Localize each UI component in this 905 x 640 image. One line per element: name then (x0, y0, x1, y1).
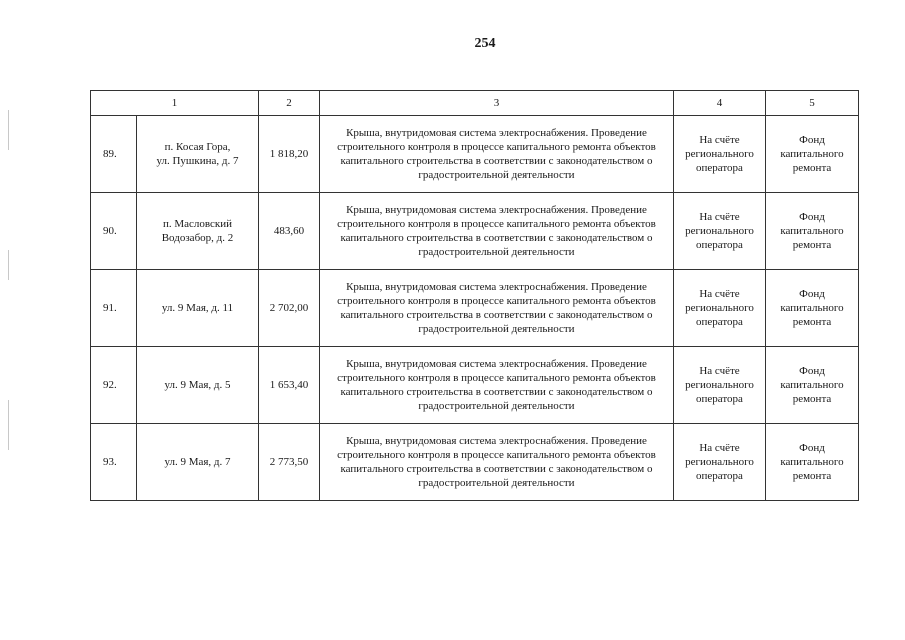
row-work-description: Крыша, внутридомовая система электроснабжения. Проведение строительного контроля в процессе капитального ремонта объектов капитального строительства в соответствии с законодательством о градостроительной деятельности (320, 193, 674, 270)
row-work-description: Крыша, внутридомовая система электроснабжения. Проведение строительного контроля в процессе капитального ремонта объектов капитального строительства в соответствии с законодательством о градостроительной деятельности (320, 270, 674, 347)
page-number: 254 (474, 36, 496, 51)
scan-margin-mark (8, 250, 9, 280)
table-row (91, 270, 859, 347)
header-cell-2: 2 (259, 91, 320, 116)
row-fund: Фонд капитального ремонта (766, 270, 859, 347)
header-cell-4: 4 (674, 91, 766, 116)
row-fund: Фонд капитального ремонта (766, 116, 859, 193)
row-address (137, 116, 259, 193)
address-line: п. Масловский (162, 218, 233, 230)
address-line: ул. Пушкина, д. 7 (156, 155, 239, 167)
row-fund: Фонд капитального ремонта (766, 347, 859, 424)
row-account: На счёте регионального оператора (674, 193, 766, 270)
row-account: На счёте регионального оператора (674, 116, 766, 193)
row-area: 2 702,00 (259, 270, 320, 347)
address-line: ул. 9 Мая, д. 7 (164, 456, 231, 468)
row-area: 483,60 (259, 193, 320, 270)
row-number: 90. (91, 193, 137, 270)
row-number: 92. (91, 347, 137, 424)
address-line: п. Косая Гора, (164, 141, 231, 153)
row-area: 1 653,40 (259, 347, 320, 424)
header-cell-1: 1 (91, 91, 259, 116)
row-work-description: Крыша, внутридомовая система электроснабжения. Проведение строительного контроля в процессе капитального ремонта объектов капитального строительства в соответствии с законодательством о градостроительной деятельности (320, 347, 674, 424)
row-account: На счёте регионального оператора (674, 424, 766, 501)
address-line: Водозабор, д. 2 (161, 232, 234, 244)
row-fund: Фонд капитального ремонта (766, 424, 859, 501)
row-address (137, 193, 259, 270)
table-row (91, 347, 859, 424)
table-header-row (91, 91, 859, 116)
table-row (91, 424, 859, 501)
row-fund: Фонд капитального ремонта (766, 193, 859, 270)
scan-margin-mark (8, 400, 9, 450)
header-cell-5: 5 (766, 91, 859, 116)
table-row (91, 116, 859, 193)
row-number: 91. (91, 270, 137, 347)
row-address (137, 270, 259, 347)
address-line: ул. 9 Мая, д. 11 (161, 302, 234, 314)
row-area: 1 818,20 (259, 116, 320, 193)
row-account: На счёте регионального оператора (674, 270, 766, 347)
address-line: ул. 9 Мая, д. 5 (164, 379, 231, 391)
row-work-description: Крыша, внутридомовая система электроснабжения. Проведение строительного контроля в процессе капитального ремонта объектов капитального строительства в соответствии с законодательством о градостроительной деятельности (320, 116, 674, 193)
works-table (90, 90, 859, 501)
scan-margin-mark (8, 110, 9, 150)
table-row (91, 193, 859, 270)
row-number: 89. (91, 116, 137, 193)
row-number: 93. (91, 424, 137, 501)
row-area: 2 773,50 (259, 424, 320, 501)
row-address (137, 347, 259, 424)
row-address (137, 424, 259, 501)
row-account: На счёте регионального оператора (674, 347, 766, 424)
header-cell-3: 3 (320, 91, 674, 116)
row-work-description: Крыша, внутридомовая система электроснабжения. Проведение строительного контроля в процессе капитального ремонта объектов капитального строительства в соответствии с законодательством о градостроительной деятельности (320, 424, 674, 501)
